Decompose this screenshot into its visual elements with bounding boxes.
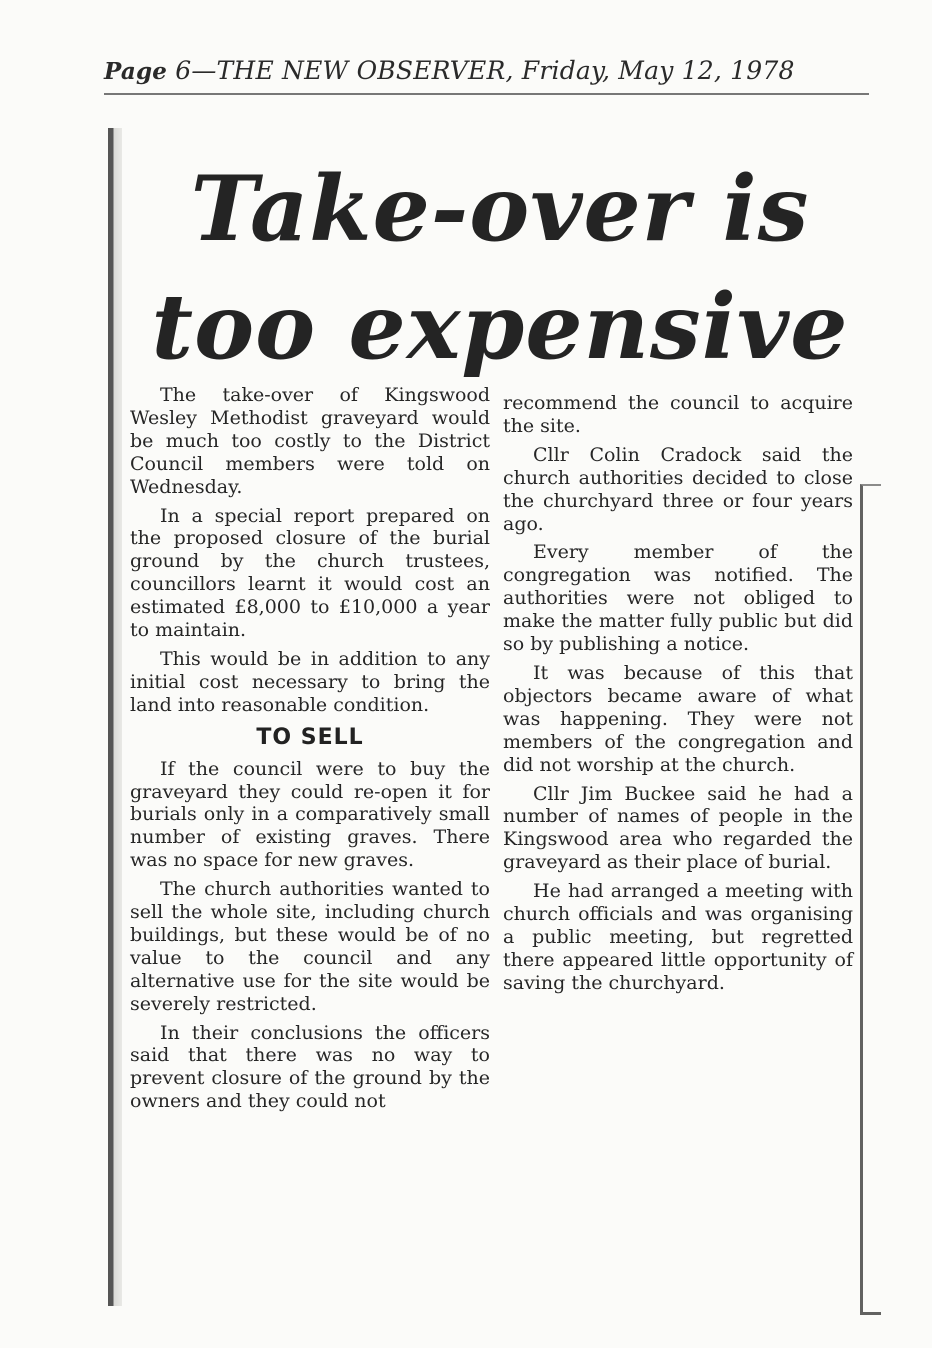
article-paragraph: Cllr Jim Buckee said he had a number of names of people in the Kingswood area who regarded the graveyard as their place of burial. xyxy=(503,782,853,874)
headline-line-2: too expensive xyxy=(151,274,849,380)
article-paragraph: The take-over of Kingswood Wesley Methodist graveyard would be much too costly to the District Council members were told on Wednesday. xyxy=(130,384,490,498)
article-paragraph: It was because of this that objectors became aware of what was happening. They were not members of the congregation and did not worship at the church. xyxy=(503,661,853,776)
article-column-right xyxy=(503,392,853,1001)
headline-line-1: Take-over is xyxy=(190,156,810,262)
article-paragraph: He had arranged a meeting with church officials and was organising a public meeting, but regretted there appeared little opportunity of saving the churchyard. xyxy=(503,880,853,994)
article-paragraph: Every member of the congregation was notified. The authorities were not obliged to make the matter fully public but did so by publishing a notice. xyxy=(503,541,853,656)
subhead: TO SELL xyxy=(256,724,364,750)
article-paragraph: The church authorities wanted to sell the whole site, including church buildings, but these would be of no value to the council and any alternative use for the site would be severely restricted. xyxy=(130,878,490,1015)
masthead-rule xyxy=(104,93,869,95)
article-column-left xyxy=(130,384,490,1119)
article-paragraph: Cllr Colin Cradock said the church authorities decided to close the churchyard three or four years ago. xyxy=(503,443,853,535)
masthead-text: 6—THE NEW OBSERVER, Friday, May 12, 1978 xyxy=(167,56,795,85)
left-column-rule xyxy=(108,128,122,1306)
masthead xyxy=(104,56,869,85)
article-paragraph: In their conclusions the officers said that there was no way to prevent closure of the ground by the owners and they could not xyxy=(130,1021,490,1113)
masthead-page-label: Page xyxy=(104,58,168,85)
article-paragraph: In a special report prepared on the proposed closure of the burial ground by the church trustees, councillors learnt it would cost an estimated £8,000 to £10,000 a year to maintain. xyxy=(130,504,490,642)
article-paragraph: If the council were to buy the graveyard they could re-open it for burials only in a comparatively small number of existing graves. There was no space for new graves. xyxy=(130,757,490,872)
article-paragraph: This would be in addition to any initial cost necessary to bring the land into reasonable condition. xyxy=(130,647,490,716)
article-paragraph-continuation: recommend the council to acquire the site. xyxy=(503,392,853,437)
right-bracket-rule xyxy=(860,484,881,1315)
headline xyxy=(130,150,870,386)
